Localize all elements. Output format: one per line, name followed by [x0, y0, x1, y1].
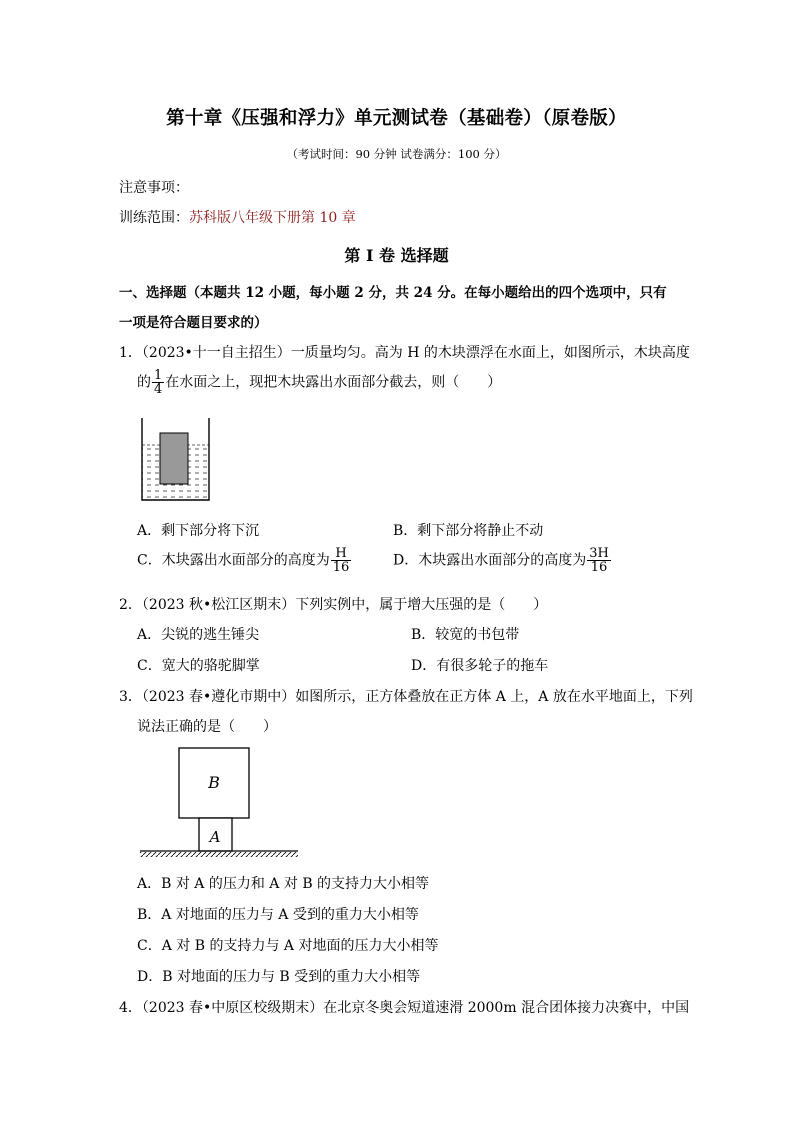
training-range [119, 207, 356, 227]
question-2-option-c: C．宽大的骆驼脚掌 [137, 658, 260, 674]
question-number: 2． [119, 597, 142, 613]
question-source: （2023 春•遵化市期中） [141, 689, 296, 705]
question-1-option-a: A．剩下部分将下沉 [137, 523, 260, 539]
question-stem: 下列实例中，属于增大压强的是（ ） [295, 597, 548, 613]
question-source: （2023 春•中原区校级期末） [141, 1000, 324, 1016]
option-text: C．木块露出水面部分的高度为 [137, 552, 330, 569]
question-stem-part: 的 [137, 374, 151, 391]
cube-a-label: A [209, 828, 221, 846]
question-1-option-b: B．剩下部分将静止不动 [393, 523, 544, 539]
question-4-line1 [119, 997, 689, 1017]
floating-block-figure [138, 416, 213, 502]
fraction-numerator: 3H [589, 546, 609, 561]
question-stem-part: 在水面之上，现把木块露出水面部分截去，则（ ） [165, 374, 502, 391]
fraction-3h-16 [587, 547, 611, 574]
range-label: 训练范围： [119, 210, 189, 226]
document-title: 第十章《压强和浮力》单元测试卷（基础卷）（原卷版） [166, 108, 627, 129]
question-1-option-c [137, 547, 352, 574]
section-instruction-line1: 一、选择题（本题共 12 小题，每小题 2 分，共 24 分。在每小题给出的四个选项中，只有 [119, 285, 667, 301]
question-1-option-d [393, 547, 612, 574]
question-2-option-d: D．有很多轮子的拖车 [411, 658, 549, 674]
question-1-line1 [119, 342, 690, 362]
fraction-numerator: H [331, 547, 352, 561]
stacked-cubes-figure [138, 745, 302, 860]
question-source: （2023 秋•松江区期末） [141, 597, 296, 613]
section-title: 第 I 卷 选择题 [344, 246, 449, 265]
question-number: 1． [119, 345, 142, 361]
exam-info: （考试时间：90 分钟 试卷满分：100 分） [286, 147, 507, 161]
fraction-h-16 [331, 547, 352, 574]
fraction-denominator: 16 [590, 560, 608, 575]
notice-label: 注意事项： [119, 180, 189, 196]
option-text: D．木块露出水面部分的高度为 [393, 552, 587, 569]
question-3-option-b: B．A 对地面的压力与 A 受到的重力大小相等 [137, 907, 419, 923]
fraction-numerator: 1 [154, 368, 163, 383]
question-3-option-a: A．B 对 A 的压力和 A 对 B 的支持力大小相等 [137, 876, 430, 892]
range-value: 苏科版八年级下册第 10 章 [189, 210, 356, 226]
fraction-denominator: 16 [332, 560, 350, 575]
question-source: （2023•十一自主招生） [141, 345, 291, 361]
question-2-option-b: B．较宽的书包带 [411, 627, 520, 643]
question-3-option-c: C．A 对 B 的支持力与 A 对地面的压力大小相等 [137, 938, 439, 954]
section-instruction-line2: 一项是符合题目要求的） [119, 315, 268, 331]
fraction-one-quarter [152, 369, 164, 396]
ground-hatch [140, 852, 298, 857]
wooden-block [160, 433, 188, 484]
question-3-option-d: D．B 对地面的压力与 B 受到的重力大小相等 [137, 969, 421, 985]
question-1-line2 [137, 369, 501, 396]
question-stem: 如图所示，正方体叠放在正方体 A 上，A 放在水平地面上，下列 [295, 689, 693, 705]
cube-b-label: B [208, 773, 220, 792]
question-stem: 在北京冬奥会短道速滑 2000m 混合团体接力决赛中，中国 [323, 1000, 690, 1016]
question-2-line1 [119, 594, 547, 614]
question-3-line1 [119, 686, 693, 706]
question-number: 3． [119, 689, 142, 705]
question-2-option-a: A．尖锐的逃生锤尖 [137, 627, 260, 643]
question-number: 4． [119, 1000, 142, 1016]
question-stem: 一质量均匀。高为 H 的木块漂浮在水面上，如图所示，木块高度 [290, 345, 690, 361]
question-3-line2: 说法正确的是（ ） [137, 719, 277, 735]
fraction-denominator: 4 [154, 382, 163, 397]
